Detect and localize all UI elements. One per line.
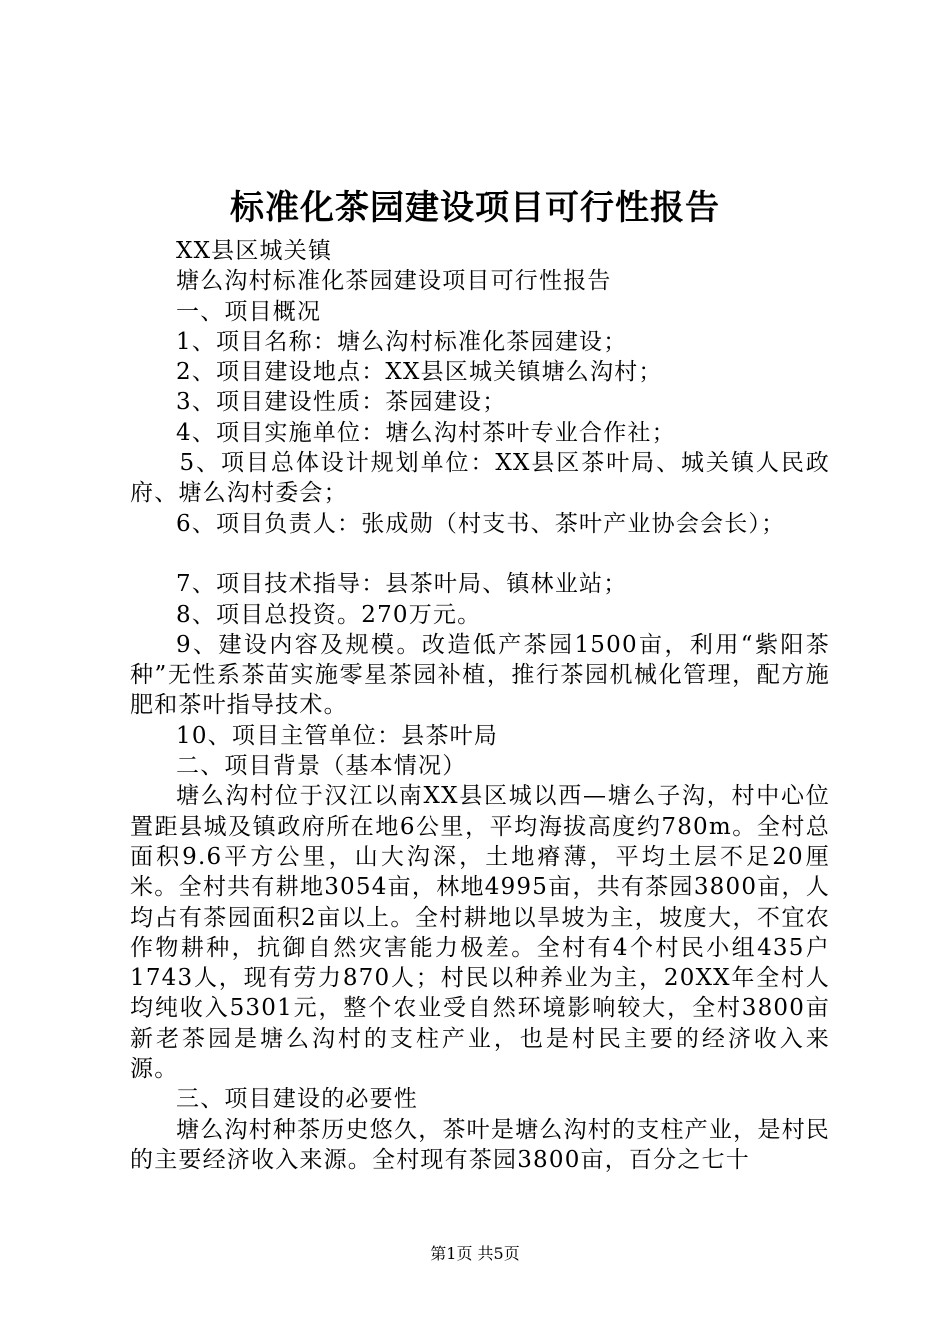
paragraph-report-name: 塘么沟村标准化茶园建设项目可行性报告	[176, 268, 612, 295]
list-item-implementer: 4、项目实施单位：塘么沟村茶叶专业合作社；	[176, 419, 676, 446]
paragraph-background: 塘么沟村位于汉江以南XX县区城以西—塘么子沟，村中心位置距县城及镇政府所在地6公里，平均海拔高度约780m。全村总面积9.6平方公里，山大沟深，土地瘠薄，平均土层不足20厘米。全村共有耕地3054亩，林地4995亩，共有茶园3800亩，人均占有茶园面积2亩以上。全村耕地以旱坡为主，坡度大，不宜农作物耕种，抗御自然灾害能力极差。全村有4个村民小组435户1743人，现有劳力870人；村民以种养业为主，20XX年全村人均纯收入5301元，整个农业受自然环境影响较大，全村3800亩新老茶园是塘么沟村的支柱产业，也是村民主要的经济收入来源。	[130, 783, 830, 1083]
list-item-location: 2、项目建设地点：XX县区城关镇塘么沟村；	[176, 359, 663, 386]
paragraph-necessity: 塘么沟村种茶历史悠久，茶叶是塘么沟村的支柱产业，是村民的主要经济收入来源。全村现有茶园3800亩，百分之七十	[130, 1116, 830, 1173]
section-heading-necessity: 三、项目建设的必要性	[176, 1086, 418, 1113]
list-item-project-name: 1、项目名称：塘么沟村标准化茶园建设；	[176, 328, 628, 355]
document-title: 标准化茶园建设项目可行性报告	[230, 188, 720, 228]
document-body	[130, 236, 830, 1175]
list-item-authority: 10、项目主管单位：县茶叶局	[176, 722, 499, 749]
section-heading-overview: 一、项目概况	[176, 298, 322, 325]
list-item-planning-unit: 5、项目总体设计规划单位：XX县区茶叶局、城关镇人民政府、塘么沟村委会；	[130, 450, 830, 507]
list-item-investment: 8、项目总投资。270万元。	[176, 601, 482, 628]
page-number: 第1页 共5页	[430, 1244, 520, 1263]
blank-line	[130, 539, 830, 569]
list-item-scope: 9、建设内容及规模。改造低产茶园1500亩，利用“紫阳茶种”无性系茶苗实施零星茶园补植，推行茶园机械化管理，配方施肥和茶叶指导技术。	[130, 631, 830, 719]
list-item-responsible-person: 6、项目负责人：张成勋（村支书、茶叶产业协会会长）；	[176, 510, 786, 537]
section-heading-background: 二、项目背景（基本情况）	[176, 753, 467, 780]
paragraph-town: XX县区城关镇	[176, 238, 333, 264]
list-item-nature: 3、项目建设性质：茶园建设；	[176, 389, 507, 416]
list-item-technical-guidance: 7、项目技术指导：县茶叶局、镇林业站；	[176, 571, 628, 598]
